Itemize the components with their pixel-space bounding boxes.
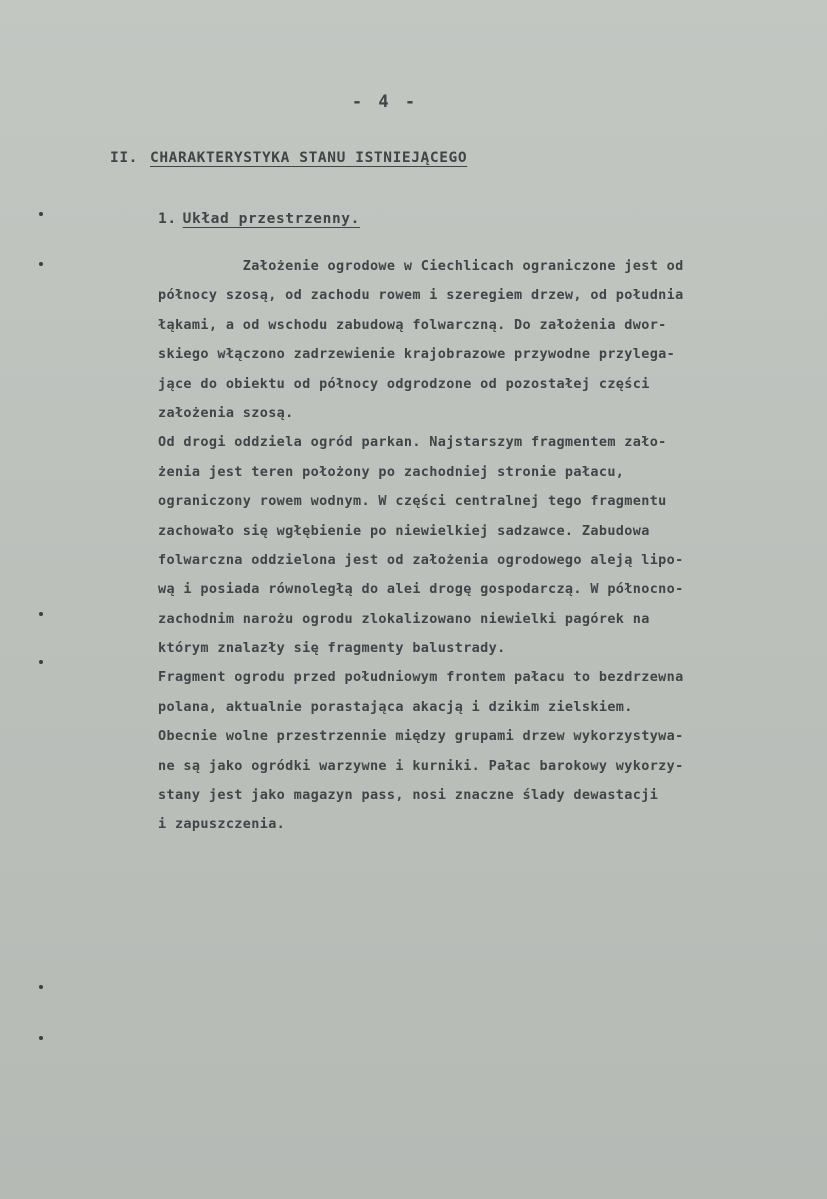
page-number: - 4 - (351, 92, 419, 112)
text-line: założenia szosą. (158, 404, 294, 421)
text-line: stany jest jako magazyn pass, nosi znaczne ślady dewastacji (158, 787, 659, 804)
subsection-heading (158, 211, 360, 227)
text-line: folwarczna oddzielona jest od założenia ogrodowego aleją lipo- (158, 551, 684, 568)
text-line: Obecnie wolne przestrzennie między grupami drzew wykorzystywa- (158, 728, 684, 745)
margin-mark (39, 212, 43, 216)
text-line: Od drogi oddziela ogród parkan. Najstarszym fragmentem zało- (158, 434, 667, 451)
text-line: którym znalazły się fragmenty balustrady. (158, 640, 506, 657)
text-line: ograniczony rowem wodnym. W części centralnej tego fragmentu (158, 493, 667, 510)
section-heading (110, 150, 467, 166)
margin-mark (39, 612, 43, 616)
margin-mark (39, 262, 43, 266)
text-line: ne są jako ogródki warzywne i kurniki. Pałac barokowy wykorzy- (158, 757, 684, 774)
text-line: wą i posiada równoległą do alei drogę gospodarczą. W północno- (158, 581, 684, 598)
text-line: polana, aktualnie porastająca akacją i dzikim zielskiem. (158, 698, 633, 715)
section-title: CHARAKTERYSTYKA STANU ISTNIEJĄCEGO (150, 150, 468, 166)
margin-mark (39, 1036, 43, 1040)
text-line: zachowało się wgłębienie po niewielkiej sadzawce. Zabudowa (158, 522, 650, 539)
body-text (158, 252, 818, 840)
subsection-title: Układ przestrzenny. (182, 211, 360, 227)
text-line: zachodnim narożu ogrodu zlokalizowano niewielki pagórek na (158, 610, 650, 627)
text-line: północy szosą, od zachodu rowem i szeregiem drzew, od południa (158, 287, 684, 304)
text-line: Fragment ogrodu przed południowym frontem pałacu to bezdrzewna (158, 669, 684, 686)
text-line: i zapuszczenia. (158, 816, 286, 833)
margin-mark (39, 985, 43, 989)
margin-mark (39, 660, 43, 664)
text-line: łąkami, a od wschodu zabudową folwarczną. Do założenia dwor- (158, 316, 667, 333)
text-line: jące do obiektu od północy odgrodzone od pozostałej części (158, 375, 650, 392)
text-line: skiego włączono zadrzewienie krajobrazowe przywodne przylega- (158, 346, 676, 363)
text-line: Założenie ogrodowe w Ciechlicach ograniczone jest od (158, 258, 684, 274)
text-line: żenia jest teren położony po zachodniej stronie pałacu, (158, 463, 625, 480)
section-number: II. (110, 150, 138, 166)
subsection-number: 1. (158, 211, 177, 227)
